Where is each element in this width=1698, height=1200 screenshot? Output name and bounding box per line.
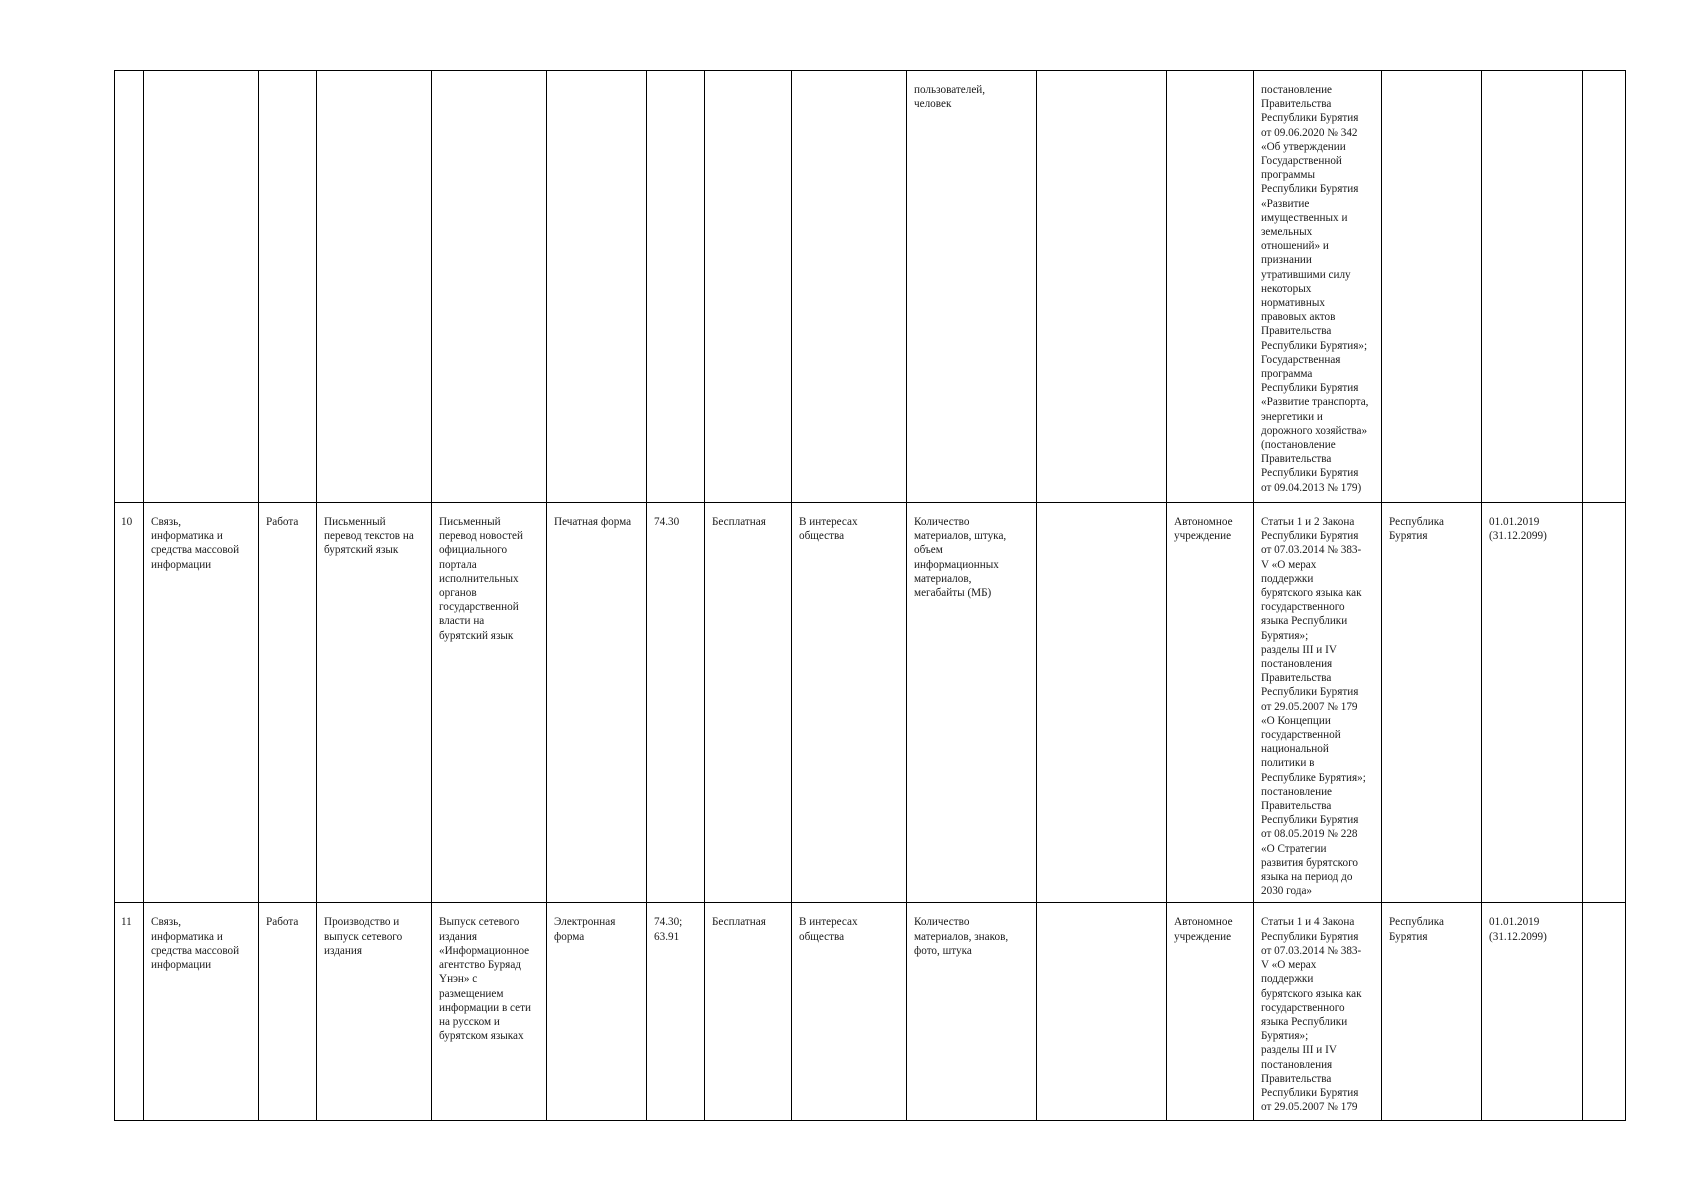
payment-cell: Бесплатная: [705, 903, 792, 1121]
region-cell: Республика Бурятия: [1382, 903, 1482, 1121]
registry-table: [114, 70, 1626, 1121]
type-cell: Работа: [259, 903, 317, 1121]
indicator-cell: пользователей, человек: [907, 71, 1037, 503]
form-cell: Электронная форма: [547, 903, 647, 1121]
form-cell: [547, 71, 647, 503]
table-row: [115, 503, 1626, 903]
service-name-cell: Письменный перевод текстов на бурятский язык: [317, 503, 432, 903]
extra-cell: [1037, 903, 1167, 1121]
institution-type-cell: Автономное учреждение: [1167, 503, 1254, 903]
table-row: [115, 71, 1626, 503]
legal-basis-cell: постановление Правительства Республики Бурятия от 09.06.2020 № 342 «Об утверждении Государственной программы Республики Бурятия «Развитие имущественных и земельных отношений» и признании утратившими силу некоторых нормативных правовых актов Правительства Республики Бурятия»; Государственная программа Республики Бурятия «Развитие транспорта, энергетики и дорожного хозяйства» (постановление Правительства Республики Бурятия от 09.04.2013 № 179): [1254, 71, 1382, 503]
date-cell: 01.01.2019 (31.12.2099): [1482, 903, 1583, 1121]
content-cell: Выпуск сетевого издания «Информационное агентство Буряад Үнэн» с размещением информации в сети на русском и бурятском языках: [432, 903, 547, 1121]
type-cell: [259, 71, 317, 503]
sphere-cell: Связь, информатика и средства массовой информации: [144, 903, 259, 1121]
extra-cell: [1037, 503, 1167, 903]
institution-type-cell: Автономное учреждение: [1167, 903, 1254, 1121]
okved-cell: 74.30: [647, 503, 705, 903]
type-cell: Работа: [259, 503, 317, 903]
row-number-cell: 11: [115, 903, 144, 1121]
region-cell: [1382, 71, 1482, 503]
last-cell: [1583, 71, 1626, 503]
date-cell: [1482, 71, 1583, 503]
okved-cell: 74.30; 63.91: [647, 903, 705, 1121]
table-row: [115, 903, 1626, 1121]
content-cell: [432, 71, 547, 503]
content-cell: Письменный перевод новостей официального портала исполнительных органов государственной власти на бурятский язык: [432, 503, 547, 903]
row-number-cell: 10: [115, 503, 144, 903]
service-name-cell: Производство и выпуск сетевого издания: [317, 903, 432, 1121]
category-cell: [792, 71, 907, 503]
sphere-cell: [144, 71, 259, 503]
last-cell: [1583, 503, 1626, 903]
okved-cell: [647, 71, 705, 503]
payment-cell: [705, 71, 792, 503]
sphere-cell: Связь, информатика и средства массовой информации: [144, 503, 259, 903]
date-cell: 01.01.2019 (31.12.2099): [1482, 503, 1583, 903]
payment-cell: Бесплатная: [705, 503, 792, 903]
region-cell: Республика Бурятия: [1382, 503, 1482, 903]
extra-cell: [1037, 71, 1167, 503]
service-name-cell: [317, 71, 432, 503]
indicator-cell: Количество материалов, знаков, фото, штука: [907, 903, 1037, 1121]
legal-basis-cell: Статьи 1 и 4 Закона Республики Бурятия от 07.03.2014 № 383- V «О мерах поддержки бурятского языка как государственного языка Республики Бурятия»; разделы III и IV постановления Правительства Республики Бурятия от 29.05.2007 № 179: [1254, 903, 1382, 1121]
legal-basis-cell: Статьи 1 и 2 Закона Республики Бурятия от 07.03.2014 № 383- V «О мерах поддержки бурятского языка как государственного языка Республики Бурятия»; разделы III и IV постановления Правительства Республики Бурятия от 29.05.2007 № 179 «О Концепции государственной национальной политики в Республике Бурятия»; постановление Правительства Республики Бурятия от 08.05.2019 № 228 «О Стратегии развития бурятского языка на период до 2030 года»: [1254, 503, 1382, 903]
category-cell: В интересах общества: [792, 903, 907, 1121]
indicator-cell: Количество материалов, штука, объем информационных материалов, мегабайты (МБ): [907, 503, 1037, 903]
form-cell: Печатная форма: [547, 503, 647, 903]
last-cell: [1583, 903, 1626, 1121]
category-cell: В интересах общества: [792, 503, 907, 903]
institution-type-cell: [1167, 71, 1254, 503]
row-number-cell: [115, 71, 144, 503]
